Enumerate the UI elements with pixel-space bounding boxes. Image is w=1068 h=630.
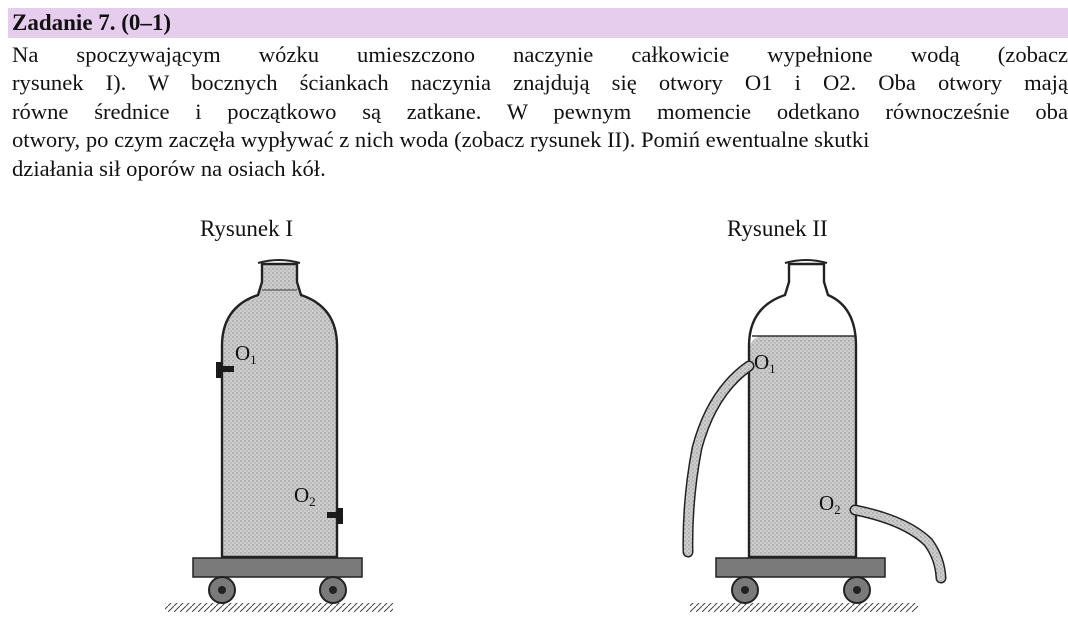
paragraph-line-3: równe średnice i początkowo są zatkane. W pewnym momencie odetkano równocześnie oba <box>12 98 1068 124</box>
paragraph-line-4: otwory, po czym zaczęła wypływać z nich woda (zobacz rysunek II). Pomiń ewentualne skutki <box>12 127 870 153</box>
cart <box>716 558 885 603</box>
paragraph-line-5: działania sił oporów na osiach kół. <box>12 155 326 181</box>
figure-1 <box>165 260 393 612</box>
bottle <box>222 260 337 557</box>
figure-2-caption: Rysunek II <box>727 216 828 241</box>
cart <box>193 558 362 603</box>
paragraph-line-2: rysunek I). W bocznych ściankach naczynia znajdują się otwory O1 i O2. Oba otwory mają <box>12 70 1068 96</box>
figure-2 <box>688 260 941 612</box>
task-title: Zadanie 7. (0–1) <box>12 10 172 35</box>
ground-hatch <box>690 603 918 612</box>
ground-hatch <box>165 603 393 612</box>
figure-1-caption: Rysunek I <box>200 216 293 241</box>
hole-o2-label: O2 <box>294 483 316 509</box>
hole-o1-label: O1 <box>754 350 776 376</box>
paragraph-line-1: Na spoczywającym wózku umieszczono naczynie całkowicie wypełnione wodą (zobacz <box>12 42 1068 67</box>
hole-o1-label: O1 <box>235 341 257 367</box>
hole-o2-label: O2 <box>819 491 841 517</box>
